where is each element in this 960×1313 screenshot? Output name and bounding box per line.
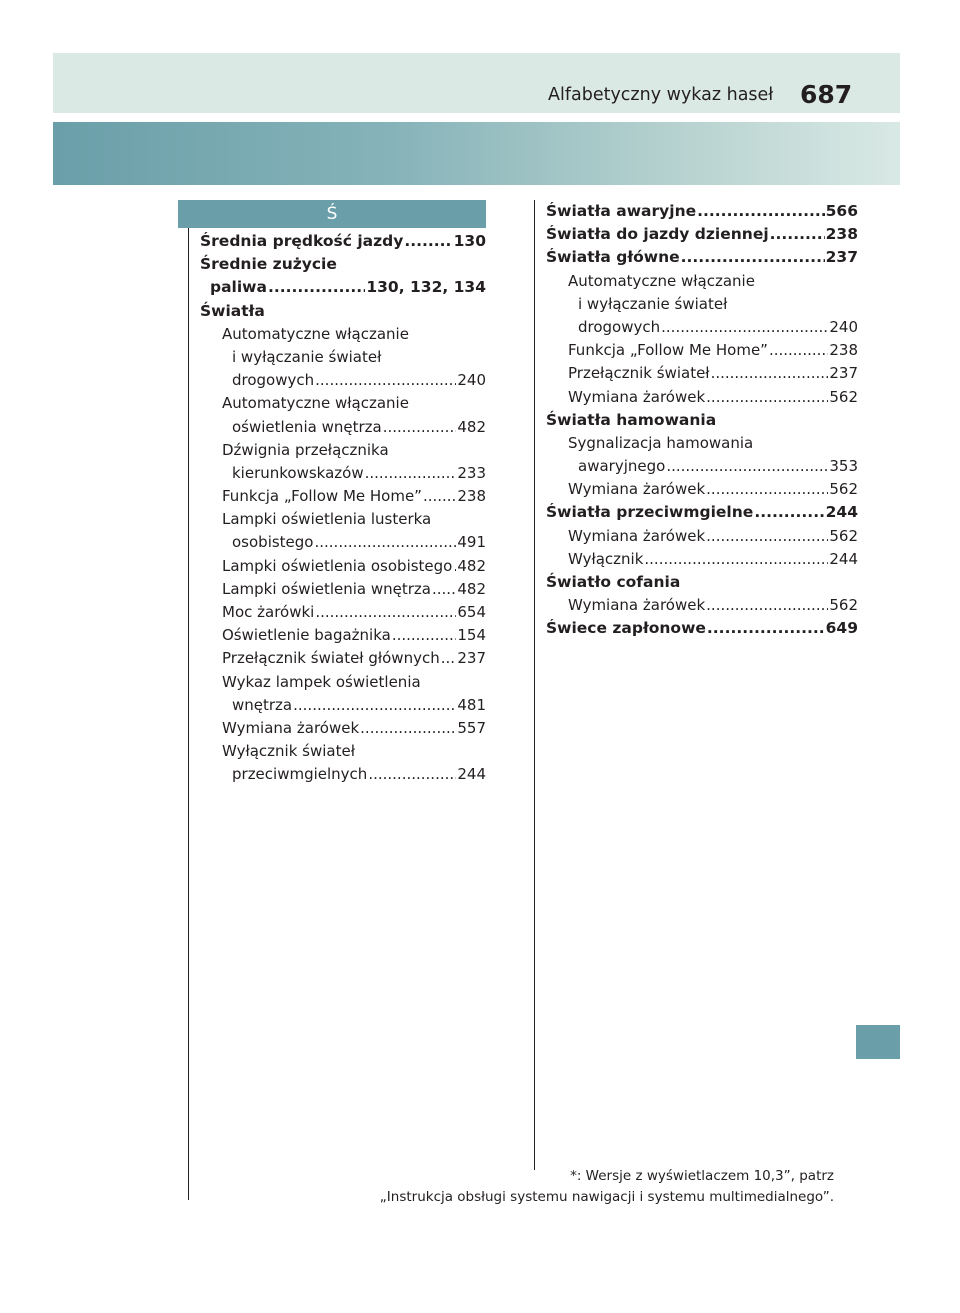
index-entry-text: Wymiana żarówek xyxy=(568,387,706,406)
index-entry-text: Przełącznik świateł głównych xyxy=(222,649,440,668)
index-column-right xyxy=(546,202,858,643)
index-entry-text: Światła przeciwmgielne xyxy=(546,503,754,522)
leader-dots xyxy=(644,550,828,568)
index-entry xyxy=(200,649,486,672)
index-page-number: 238 xyxy=(825,225,858,244)
index-page-number: 154 xyxy=(457,626,486,645)
leader-dots xyxy=(383,418,457,436)
index-entry xyxy=(546,388,858,411)
index-entry-text: Automatyczne włączanie xyxy=(222,394,409,413)
index-entry-text: awaryjnego xyxy=(578,457,666,476)
index-entry xyxy=(200,580,486,603)
index-page-number: 481 xyxy=(457,695,486,714)
index-page-number: 238 xyxy=(457,487,486,506)
index-page-number: 353 xyxy=(829,457,858,476)
leader-dots xyxy=(769,341,828,359)
index-entry-text: Wymiana żarówek xyxy=(568,526,706,545)
index-entry xyxy=(200,765,486,788)
index-entry xyxy=(546,596,858,619)
index-entry-text: i wyłączanie świateł xyxy=(232,347,382,366)
index-heading xyxy=(200,742,486,765)
index-entry xyxy=(200,557,486,580)
index-entry xyxy=(546,550,858,573)
index-heading xyxy=(546,295,858,318)
leader-dots xyxy=(293,696,456,714)
index-heading xyxy=(200,348,486,371)
index-entry xyxy=(546,318,858,341)
index-entry-text: Średnia prędkość jazdy xyxy=(200,232,404,250)
index-entry xyxy=(546,619,858,642)
index-entry-text: Wyłącznik xyxy=(568,549,644,568)
leader-dots xyxy=(754,503,824,521)
leader-dots xyxy=(707,619,825,637)
index-page-number: 649 xyxy=(825,619,858,638)
leader-dots xyxy=(706,596,828,614)
leader-dots xyxy=(711,364,829,382)
index-entry-text: Lampki oświetlenia wnętrza xyxy=(222,579,431,598)
leader-dots xyxy=(661,318,828,336)
index-entry xyxy=(200,719,486,742)
leader-dots xyxy=(423,487,456,505)
index-entry xyxy=(546,202,858,225)
index-page-number: 562 xyxy=(829,387,858,406)
index-entry-text: Przełącznik świateł xyxy=(568,364,710,383)
index-heading xyxy=(200,302,486,325)
leader-dots xyxy=(315,371,456,389)
index-entry-text: Wymiana żarówek xyxy=(222,718,360,737)
leader-dots xyxy=(315,603,456,621)
index-entry xyxy=(546,457,858,480)
index-entry-text: Wymiana żarówek xyxy=(568,596,706,615)
index-heading xyxy=(200,394,486,417)
index-entry xyxy=(546,341,858,364)
index-entry-text: osobistego xyxy=(232,533,314,552)
index-entry-text: Światła hamowania xyxy=(546,410,717,429)
footnote-line-2: „Instrukcja obsługi systemu nawigacji i systemu multimedialnego”. xyxy=(379,1189,834,1205)
index-heading xyxy=(546,272,858,295)
index-entry xyxy=(200,603,486,626)
index-heading xyxy=(546,411,858,434)
index-entry xyxy=(200,418,486,441)
index-page-number: 244 xyxy=(825,503,858,522)
leader-dots xyxy=(368,765,456,783)
index-page-number: 244 xyxy=(829,549,858,568)
leader-dots xyxy=(706,480,828,498)
index-column-left xyxy=(200,232,486,789)
index-heading xyxy=(546,573,858,596)
index-entry-text: Lampki oświetlenia lusterka xyxy=(222,510,432,529)
index-page-number: 238 xyxy=(829,341,858,360)
index-page-number: 491 xyxy=(457,533,486,552)
index-entry-text: Oświetlenie bagażnika xyxy=(222,626,391,645)
index-page-number: 482 xyxy=(457,579,486,598)
index-entry-text: Średnie zużycie xyxy=(200,255,337,274)
index-entry xyxy=(546,503,858,526)
index-entry xyxy=(200,696,486,719)
index-entry-text: paliwa xyxy=(210,278,267,297)
index-page-number: 557 xyxy=(457,718,486,737)
index-page-number: 233 xyxy=(457,463,486,482)
index-entry-text: przeciwmgielnych xyxy=(232,765,368,784)
leader-dots xyxy=(706,527,828,545)
index-entry xyxy=(200,533,486,556)
index-entry xyxy=(200,371,486,394)
index-entry xyxy=(546,364,858,387)
thumb-index-tab xyxy=(856,1025,900,1059)
index-page-number: 130 xyxy=(453,232,486,250)
index-entry xyxy=(546,480,858,503)
decorative-gradient-band xyxy=(53,122,900,185)
header-title: Alfabetyczny wykaz haseł xyxy=(548,85,774,105)
index-entry-text: Automatyczne włączanie xyxy=(222,324,409,343)
index-entry-text: oświetlenia wnętrza xyxy=(232,417,382,436)
index-page-number: 240 xyxy=(829,317,858,336)
leader-dots xyxy=(360,719,456,737)
index-entry-text: Dźwignia przełącznika xyxy=(222,440,389,459)
leader-dots xyxy=(365,464,457,482)
index-entry-text: Sygnalizacja hamowania xyxy=(568,433,754,452)
leader-dots xyxy=(453,557,456,575)
index-entry-text: Wymiana żarówek xyxy=(568,480,706,499)
index-entry-text: Świece zapłonowe xyxy=(546,619,706,638)
leader-dots xyxy=(392,626,457,644)
leader-dots xyxy=(770,225,825,243)
column-divider xyxy=(534,200,535,1170)
index-heading xyxy=(200,510,486,533)
leader-dots xyxy=(404,232,452,250)
index-page-number: 562 xyxy=(829,526,858,545)
index-page-number: 244 xyxy=(457,765,486,784)
index-entry xyxy=(200,487,486,510)
index-entry-text: i wyłączanie świateł xyxy=(578,294,728,313)
leader-dots xyxy=(268,278,365,296)
index-entry xyxy=(200,278,486,301)
index-entry-text: drogowych xyxy=(232,371,315,390)
index-page-number: 237 xyxy=(825,248,858,267)
left-column-rule xyxy=(188,228,189,1200)
index-entry-text: Funkcja „Follow Me Home” xyxy=(222,487,422,506)
leader-dots xyxy=(314,533,456,551)
index-heading xyxy=(546,434,858,457)
index-entry-text: Wyłącznik świateł xyxy=(222,742,355,761)
index-page-number: 237 xyxy=(829,364,858,383)
index-page-number: 562 xyxy=(829,596,858,615)
index-entry-text: Światło cofania xyxy=(546,573,681,591)
index-entry xyxy=(546,527,858,550)
index-page-number: 237 xyxy=(457,649,486,668)
index-heading xyxy=(200,255,486,278)
index-entry-text: kierunkowskazów xyxy=(232,463,364,482)
index-page-number: 482 xyxy=(457,556,486,575)
section-letter-tab: Ś xyxy=(178,200,486,228)
index-entry-text: wnętrza xyxy=(232,695,293,714)
index-heading xyxy=(200,673,486,696)
index-entry xyxy=(200,464,486,487)
index-entry xyxy=(200,232,486,255)
index-page-number: 130, 132, 134 xyxy=(366,278,486,297)
index-entry-text: Światła awaryjne xyxy=(546,202,697,220)
index-entry-text: Światła do jazdy dziennej xyxy=(546,225,769,244)
index-entry xyxy=(546,225,858,248)
leader-dots xyxy=(681,248,825,266)
index-entry xyxy=(200,626,486,649)
leader-dots xyxy=(706,388,828,406)
footnote xyxy=(380,1166,834,1208)
index-entry-text: Lampki oświetlenia osobistego xyxy=(222,556,453,575)
index-page-number: 240 xyxy=(457,371,486,390)
footnote-line-1: *: Wersje z wyświetlaczem 10,3”, patrz xyxy=(570,1168,834,1184)
leader-dots xyxy=(697,202,825,220)
leader-dots xyxy=(666,457,828,475)
leader-dots xyxy=(432,580,456,598)
index-page-number: 654 xyxy=(457,603,486,621)
index-heading xyxy=(200,325,486,348)
leader-dots xyxy=(441,649,457,667)
index-entry-text: Światła xyxy=(200,301,265,320)
index-entry-text: Automatyczne włączanie xyxy=(568,271,755,290)
index-entry-text: drogowych xyxy=(578,317,661,336)
index-entry-text: Funkcja „Follow Me Home” xyxy=(568,341,768,360)
index-entry-text: Wykaz lampek oświetlenia xyxy=(222,672,421,691)
index-page-number: 562 xyxy=(829,480,858,499)
index-entry-text: Moc żarówki xyxy=(222,603,315,621)
index-page-number: 482 xyxy=(457,417,486,436)
page-number: 687 xyxy=(800,80,853,109)
index-heading xyxy=(200,441,486,464)
index-entry xyxy=(546,248,858,271)
index-entry-text: Światła główne xyxy=(546,248,680,267)
index-page-number: 566 xyxy=(825,202,858,220)
